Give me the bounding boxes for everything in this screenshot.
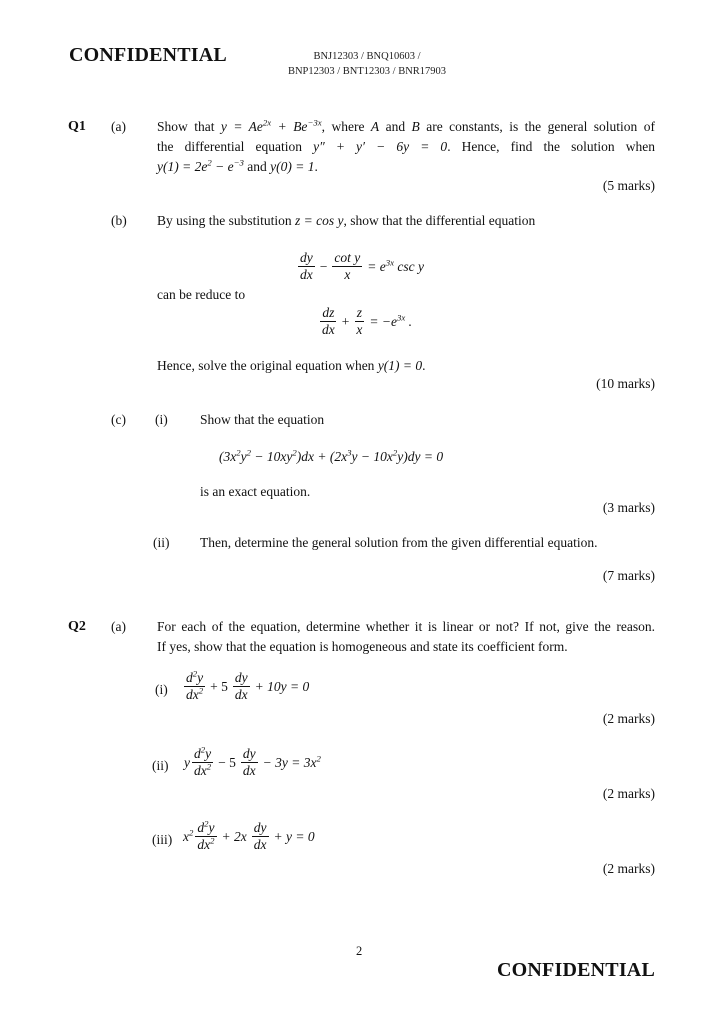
q1b-line1: By using the substitution z = cos y, show that the differential equation <box>157 213 536 228</box>
q1c-i-marks: (3 marks) <box>602 500 655 515</box>
q1a-line1: Show that $y = Ae^{2x} + Be^{-3x}$, where A and B are constants, is the general solution of <box>157 117 655 134</box>
q2a-i-marks: (2 marks) <box>602 711 655 726</box>
q1c-i-label: (i) <box>155 412 168 427</box>
footer-confidential: CONFIDENTIAL <box>497 959 655 981</box>
q1a-condition-1: $y(1) = 2e^2 - e^{-3}$ <box>157 157 244 174</box>
question-1-number: Q1 <box>68 119 86 134</box>
q2a-iii-marks: (2 marks) <box>602 861 655 876</box>
q2a-line1: For each of the equation, determine whether it is linear or not? If not, give the reason. <box>157 619 655 634</box>
q1c-exact-text: is an exact equation. <box>200 484 311 499</box>
q1b-hence-condition: y(1) = 0 <box>377 358 423 373</box>
q1a-label: (a) <box>111 119 126 134</box>
q2a-line2: If yes, show that the equation is homogeneous and state its coefficient form. <box>157 639 568 654</box>
q1b-reduce-text: can be reduce to <box>157 287 246 302</box>
q2a-label: (a) <box>111 619 126 634</box>
q1c-exact-equation: $(3x^2y^2 - 10xy^2)dx + (2x^3y - 10x^2y)dy = 0$ <box>219 447 444 464</box>
q1b-substitution: z = cos y <box>295 213 344 228</box>
q2a-ii-label: (ii) <box>152 758 169 773</box>
q1c-ii-text: Then, determine the general solution from the given differential equation. <box>200 535 598 550</box>
q2a-text <box>157 617 655 657</box>
page-number: 2 <box>356 944 363 958</box>
q1a-ode: y″ + y′ − 6y = 0 <box>313 139 448 154</box>
q2a-ii-marks: (2 marks) <box>602 786 655 801</box>
q2a-i-label: (i) <box>155 682 168 697</box>
q1a-line2: the differential equation y″ + y′ − 6y = 0. Hence, find the solution when <box>157 139 656 154</box>
q1b-equation-original: $\frac{dy}{dx}$ − $\frac{\text{cot y}}{x}$ = $e^{3x}$ csc y <box>300 250 424 282</box>
course-codes-line1: BNJ12303 / BNQ10603 / <box>313 51 421 62</box>
q1b-label: (b) <box>111 213 127 228</box>
q2a-iii-equation: $x^2$ $\frac{d^2y}{dx^2}$ + 2x $\frac{dy}{dx}$ + y = 0 <box>183 818 315 852</box>
q1b-equation-reduced: $\frac{dz}{dx}$ + $\frac{z}{x}$ = $-e^{3x}$ . <box>322 305 412 337</box>
q2a-ii-equation: y $\frac{d^2y}{dx^2}$ − 5 $\frac{dy}{dx}$ − $3y = 3x^2$ <box>184 744 321 778</box>
header-confidential: CONFIDENTIAL <box>69 44 227 66</box>
course-codes <box>262 49 472 79</box>
question-2-number: Q2 <box>68 619 86 634</box>
q2a-iii-label: (iii) <box>152 832 173 847</box>
q1c-ii-marks: (7 marks) <box>602 568 655 583</box>
q1c-label: (c) <box>111 412 126 427</box>
q1a-solution-expression: $y = Ae^{2x} + Be^{-3x}$ <box>220 117 322 134</box>
q1b-hence: Hence, solve the original equation when y(1) = 0. <box>157 358 426 373</box>
q1b-marks: (10 marks) <box>596 376 655 391</box>
q1c-ii-label: (ii) <box>153 535 170 550</box>
q1a-marks: (5 marks) <box>602 178 655 193</box>
q2a-i-equation: $\frac{d^2y}{dx^2}$ + 5 $\frac{dy}{dx}$ + 10y = 0 <box>186 668 310 702</box>
q1a-line3: $y(1) = 2e^2 - e^{-3}$ and y(0) = 1. <box>157 157 318 174</box>
course-codes-line2: BNP12303 / BNT12303 / BNR17903 <box>287 66 447 77</box>
q1a-text <box>157 117 655 177</box>
q1c-i-text: Show that the equation <box>200 412 325 427</box>
